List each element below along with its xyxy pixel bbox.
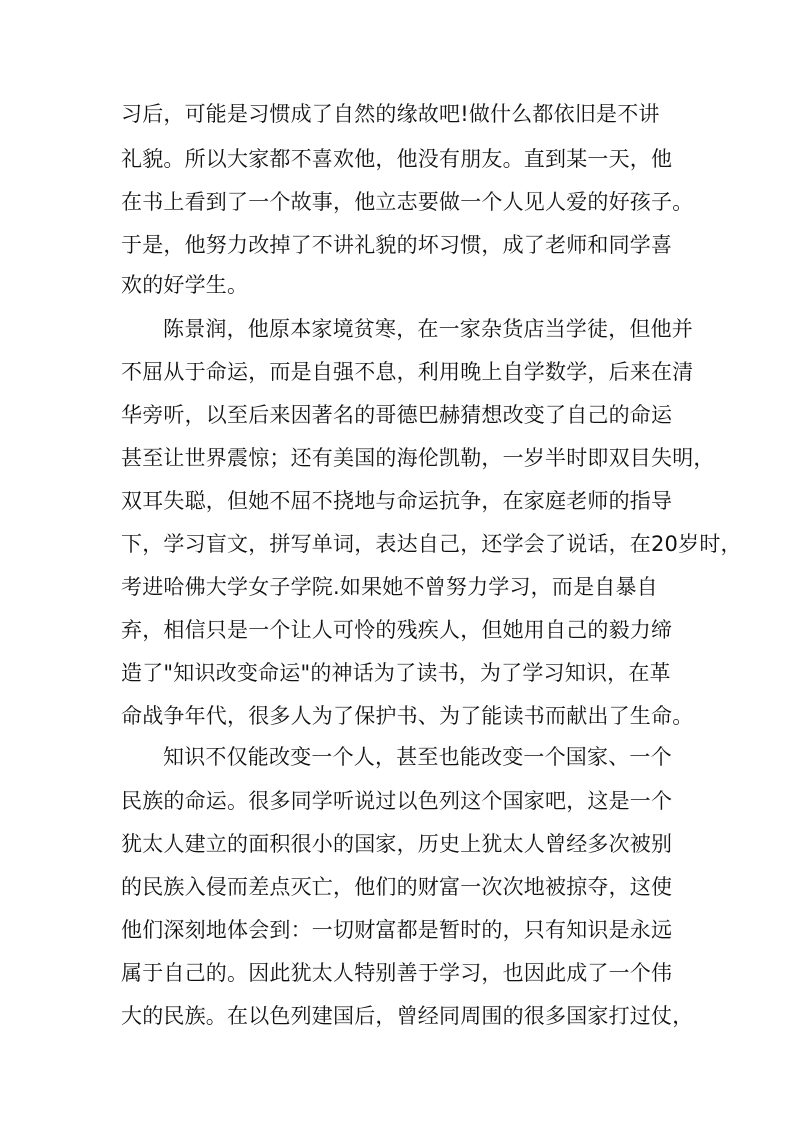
paragraph-3-line-4: 的民族入侵而差点灭亡，他们的财富一次次地被掠夺，这使 [121, 875, 673, 899]
paragraph-3-line-5: 他们深刻地体会到：一切财富都是暂时的，只有知识是永远 [121, 918, 673, 942]
paragraph-2-line-8: 弃，相信只是一个让人可怜的残疾人，但她用自己的毅力缔 [121, 618, 673, 642]
paragraph-1-line-4: 于是，他努力改掉了不讲礼貌的坏习惯，成了老师和同学喜 [121, 233, 673, 257]
paragraph-1-line-2: 礼貌。所以大家都不喜欢他，他没有朋友。直到某一天，他 [121, 147, 673, 171]
paragraph-2-line-3: 华旁听，以至后来因著名的哥德巴赫猜想改变了自己的命运 [121, 403, 673, 427]
paragraph-2-line-5: 双耳失聪，但她不屈不挠地与命运抗争，在家庭老师的指导 [121, 489, 673, 513]
paragraph-2-line-1: 陈景润，他原本家境贫寒，在一家杂货店当学徒，但他并 [163, 317, 693, 341]
paragraph-2-line-7: 考进哈佛大学女子学院.如果她不曾努力学习，而是自暴自 [121, 575, 658, 599]
paragraph-3-line-1: 知识不仅能改变一个人，甚至也能改变一个国家、一个 [163, 745, 672, 769]
paragraph-1-line-5: 欢的好学生。 [121, 273, 249, 297]
paragraph-3-line-7: 大的民族。在以色列建国后，曾经同周围的很多国家打过仗， [121, 1004, 694, 1028]
paragraph-2-line-9: 造了"知识改变命运"的神话为了读书，为了学习知识，在革 [121, 661, 671, 685]
paragraph-3-line-2: 民族的命运。很多同学听说过以色列这个国家吧，这是一个 [121, 789, 673, 813]
paragraph-2-line-10: 命战争年代，很多人为了保护书、为了能读书而献出了生命。 [121, 704, 694, 728]
paragraph-3-line-6: 属于自己的。因此犹太人特别善于学习，也因此成了一个伟 [121, 961, 673, 985]
paragraph-1-line-3: 在书上看到了一个故事，他立志要做一个人见人爱的好孩子。 [121, 190, 694, 214]
paragraph-2-line-6: 下，学习盲文，拼写单词，表达自己，还学会了说话，在20岁时， [121, 532, 742, 556]
paragraph-3-line-3: 犹太人建立的面积很小的国家，历史上犹太人曾经多次被别 [121, 832, 673, 856]
paragraph-1-line-1: 习后，可能是习惯成了自然的缘故吧!做什么都依旧是不讲 [121, 102, 660, 126]
paragraph-2-line-2: 不屈从于命运，而是自强不息，利用晚上自学数学，后来在清 [121, 360, 694, 384]
paragraph-2-line-4: 甚至让世界震惊；还有美国的海伦凯勒，一岁半时即双目失明， [121, 446, 715, 470]
